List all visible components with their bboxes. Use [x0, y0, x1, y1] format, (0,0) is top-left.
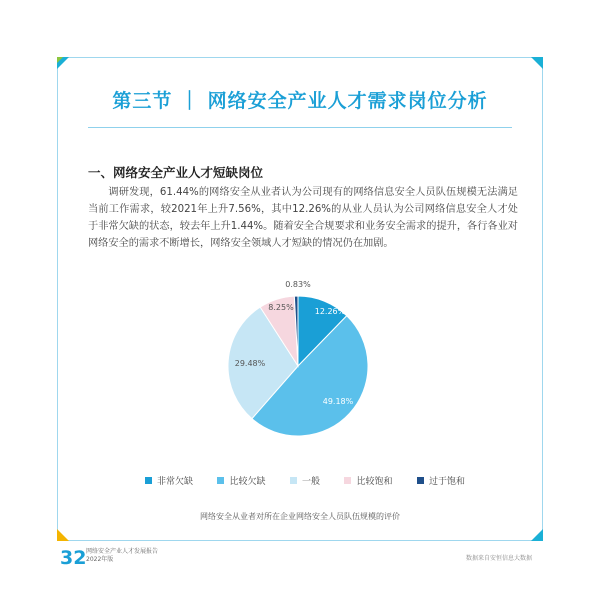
footer-report-info: [86, 548, 158, 564]
legend-label-2: 比较欠缺: [229, 477, 266, 487]
legend-item-5: [417, 474, 465, 487]
legend-label-4: 比较饱和: [356, 477, 393, 487]
footer-right-text: 数据来自安恒信息大数据: [465, 555, 532, 562]
legend-swatch-2: [217, 477, 224, 484]
body-paragraph: 调研发现，61.44%的网络安全从业者认为公司现有的网络信息安全人员队伍规模无法满足当前工作需求，较2021年上升7.56%，其中12.26%的从业人员认为公司网络信息安全人才处于非常欠缺的状态，较去年上升1.44%。随着安全合规要求和业务安全需求的提升，各行各业对网络安全的需求不断增长，网络安全领域人才短缺的情况仍在加剧。: [88, 187, 518, 249]
legend-item-1: [145, 474, 193, 487]
legend-swatch-3: [290, 477, 297, 484]
legend-item-4: [344, 474, 392, 487]
pie-label-1: 12.26%: [314, 307, 346, 316]
legend-swatch-1: [145, 477, 152, 484]
legend-label-1: 非常欠缺: [157, 477, 194, 487]
chart-caption: 网络安全从业者对所在企业网络安全人员队伍规模的评价: [200, 512, 400, 521]
section-title: 第三节 ｜ 网络安全产业人才需求岗位分析: [112, 90, 488, 112]
chart-legend: [145, 474, 465, 487]
subheading: 一、网络安全产业人才短缺岗位: [88, 165, 264, 180]
pie-label-2: 49.18%: [322, 397, 354, 406]
legend-label-3: 一般: [301, 477, 320, 487]
legend-swatch-4: [344, 477, 351, 484]
legend-label-5: 过于饱和: [428, 477, 465, 487]
pie-label-5: 0.83%: [285, 280, 311, 289]
footer-report-year: 2022年版: [86, 556, 114, 563]
legend-item-3: [290, 474, 320, 487]
footer-report-title: 网络安全产业人才发展报告: [86, 548, 159, 555]
page-number: 32: [60, 547, 87, 569]
pie-label-4: 8.25%: [268, 303, 294, 312]
legend-swatch-5: [417, 477, 424, 484]
legend-item-2: [217, 474, 265, 487]
pie-label-3: 29.48%: [234, 359, 266, 368]
